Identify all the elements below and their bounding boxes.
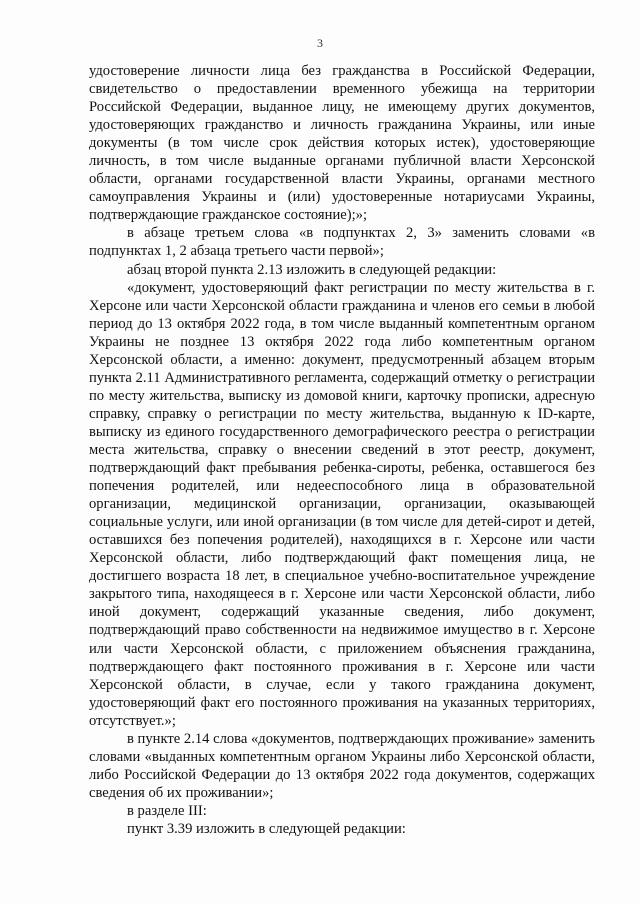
page-number: 3 (317, 36, 323, 50)
paragraph-item-2-14: в пункте 2.14 слова «документов, подтверждающих проживание» заменить словами «выданных компетентным органом Украины либо Херсонской области, либо Российской Федерации до 13 октября 2022 года документов, содержащих сведения об их проживании»; (89, 730, 595, 801)
paragraph-item-3-39-intro: пункт 3.39 изложить в следующей редакции: (127, 820, 406, 837)
paragraph-section-3: в разделе III: (127, 802, 207, 819)
document-body (89, 62, 595, 838)
paragraph-item-2-13-intro: абзац второй пункта 2.13 изложить в следующей редакции: (127, 261, 497, 278)
paragraph-item-2-13-text: «документ, удостоверяющий факт регистрации по месту жительства в г. Херсоне или части Херсонской области гражданина и членов его семьи в любой период до 13 октября 2022 года, в том числе выданный компетентным органом Украины не позднее 13 октября 2022 года либо компетентным органом Херсонской области, а именно: документ, предусмотренный абзацем вторым пункта 2.11 Административного регламента, содержащий отметку о регистрации по месту жительства, выписку из домовой книги, карточку прописки, адресную справку, справку о регистрации по месту жительства, выданную к ID-карте, выписку из единого государственного демографического реестра о регистрации места жительства, справку о внесении сведений в этот реестр, документ, подтверждающий факт пребывания ребенка-сироты, ребенка, оставшегося без попечения родителей, или недееспособного лица в образовательной организации, медицинской организации, организации, оказывающей социальные услуги, или иной организации (в том числе для детей-сирот и детей, оставшихся без попечения родителей), находящихся в г. Херсоне или части Херсонской области, либо подтверждающий факт помещения лица, не достигшего возраста 18 лет, в специальное учебно-воспитательное учреждение закрытого типа, находящееся в г. Херсоне или части Херсонской области, либо иной документ, содержащий указанные сведения, либо документ, подтверждающий право собственности на недвижимое имущество в г. Херсоне или части Херсонской области, с приложением объяснения гражданина, подтверждающего факт постоянного проживания в г. Херсоне или части Херсонской области, в случае, если у такого гражданина документ, удостоверяющий факт его постоянного проживания на указанных территориях, отсутствует.»; (89, 279, 595, 729)
paragraph-continuation: удостоверение личности лица без гражданства в Российской Федерации, свидетельство о предоставлении временного убежища на территории Российской Федерации, выданное лицу, не имеющему других документов, удостоверяющих гражданство и личность гражданина Украины, или иные документы (в том числе срок действия которых истек), удостоверяющие личность, в том числе выданные органами публичной власти Херсонской области, органами государственной власти Украины, органами местного самоуправления Украины и (или) удостоверенные нотариусами Украины, подтверждающие гражданское состояние);»; (89, 63, 595, 224)
paragraph-amendment-subitems: в абзаце третьем слова «в подпунктах 2, 3» заменить словами «в подпунктах 1, 2 абзаца третьего части первой»; (89, 225, 595, 260)
